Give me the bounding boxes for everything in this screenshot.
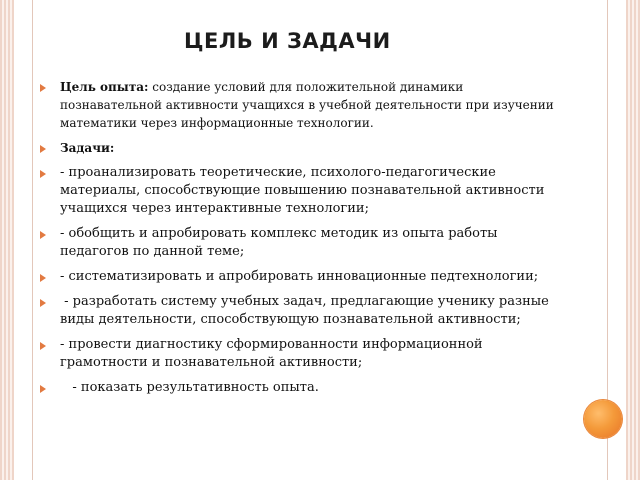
right-stripe-border [626, 0, 640, 480]
task-text: - проанализировать теоретические, психолого-педагогические материалы, способствующие повышению познавательной активности учащихся через интерактивные технологии; [60, 165, 545, 216]
slide-edge-left [32, 0, 33, 480]
task-text: - разработать систему учебных задач, предлагающие ученику разные виды деятельности, способствующую познавательной активности; [60, 294, 553, 327]
task-text: - провести диагностику сформированности информационной грамотности и познавательной активности; [60, 337, 483, 370]
task-item [38, 164, 558, 218]
orange-circle-decoration [584, 400, 622, 438]
bullet-arrow-icon [40, 342, 46, 350]
task-item [38, 268, 558, 286]
goal-item [38, 78, 558, 132]
bullet-arrow-icon [40, 299, 46, 307]
task-text: - систематизировать и апробировать инновационные педтехнологии; [60, 269, 539, 284]
task-item [38, 293, 558, 329]
tasks-heading-item [38, 139, 558, 157]
task-text: - обобщить и апробировать комплекс методик из опыта работы педагогов по данной теме; [60, 226, 498, 259]
slide [14, 0, 626, 480]
bullet-arrow-icon [40, 170, 46, 178]
slide-title: ЦЕЛЬ И ЗАДАЧИ [184, 29, 391, 53]
task-text: - показать результативность опыта. [60, 380, 319, 395]
bullet-list [38, 78, 558, 404]
bullet-arrow-icon [40, 84, 46, 92]
task-item [38, 379, 558, 397]
task-item [38, 225, 558, 261]
bullet-arrow-icon [40, 274, 46, 282]
bullet-arrow-icon [40, 385, 46, 393]
goal-text: создание условий для положительной динамики познавательной активности учащихся в учебной деятельности при изучении математики через информационные технологии. [60, 80, 554, 130]
task-item [38, 336, 558, 372]
bullet-arrow-icon [40, 145, 46, 153]
goal-label: Цель опыта: [60, 80, 149, 94]
bullet-arrow-icon [40, 231, 46, 239]
left-stripe-border [0, 0, 14, 480]
tasks-label: Задачи: [60, 141, 115, 155]
